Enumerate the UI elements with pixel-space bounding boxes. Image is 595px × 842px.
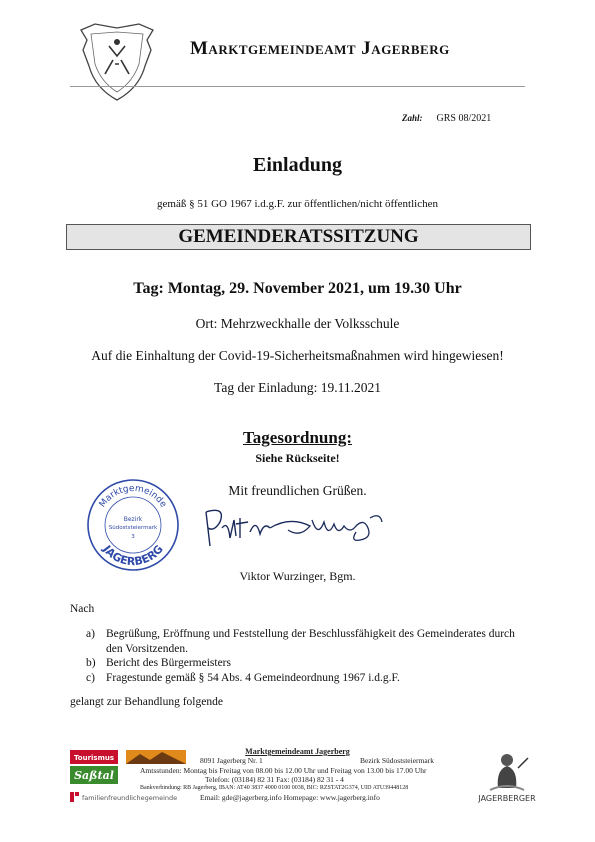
document-subtitle: gemäß § 51 GO 1967 i.d.g.F. zur öffentlichen/nicht öffentlichen (157, 198, 438, 210)
familie-logo-text: familienfreundlichegemeinde (82, 794, 178, 802)
stamp-top-text: Marktgemeinde (97, 483, 169, 510)
list-text: Fragestunde gemäß § 54 Abs. 4 Gemeindeordnung 1967 i.d.g.F. (106, 671, 400, 684)
document-title: Einladung (253, 154, 342, 176)
greeting: Mit freundlichen Grüßen. (228, 483, 367, 498)
agenda-reference: Siehe Rückseite! (255, 451, 340, 465)
meeting-type-banner: GEMEINDERATSSITZUNG (66, 224, 531, 250)
header-divider (70, 86, 525, 87)
list-item (86, 671, 516, 686)
footer-phone: Telefon: (03184) 82 31 Fax: (03184) 82 31 - 4 (205, 775, 344, 784)
official-stamp (86, 478, 180, 572)
tourismus-logo-text: Tourismus (73, 754, 115, 762)
coat-of-arms-icon (75, 20, 159, 104)
invitation-date: Tag der Einladung: 19.11.2021 (214, 380, 381, 395)
signature (200, 498, 385, 558)
list-text: Begrüßung, Eröffnung und Feststellung der Beschlussfähigkeit des Gemeinderates durch den Vorsitzenden. (106, 628, 515, 655)
jagerberger-logo (472, 748, 542, 804)
footer-name: Marktgemeindeamt Jagerberg (245, 747, 350, 756)
list-marker: b) (86, 657, 96, 669)
footer-address: 8091 Jagerberg Nr. 1 (200, 756, 263, 765)
footer-hours: Amtsstunden: Montag bis Freitag von 08.00 bis 12.00 Uhr und Freitag von 13.00 bis 17.00 Uhr (140, 766, 427, 775)
closing-line: gelangt zur Behandlung folgende (70, 696, 223, 708)
stamp-line1: Bezirk (123, 516, 143, 523)
meeting-date: Tag: Montag, 29. November 2021, um 19.30 Uhr (133, 280, 462, 297)
footer-district: Bezirk Südoststeiermark (360, 756, 434, 765)
list-marker: a) (86, 628, 95, 640)
sastal-logo-text: Saßtal (74, 769, 114, 782)
footer-bank: Bankverbindung: RB Jagerberg, IBAN: AT40 3837 4000 0100 0038, BIC: RZSTAT2G374, UID ATU39448128 (140, 785, 409, 791)
covid-notice: Auf die Einhaltung der Covid-19-Sicherheitsmaßnahmen wird hingewiesen! (91, 348, 504, 363)
stamp-bottom-text: JAGERBERG (100, 542, 166, 569)
stamp-line2: Südoststeiermark (108, 525, 158, 531)
list-item (86, 627, 516, 656)
signer-name: Viktor Wurzinger, Bgm. (239, 569, 356, 583)
list-text: Bericht des Bürgermeisters (106, 657, 231, 669)
agenda-list (86, 627, 516, 685)
meeting-place: Ort: Mehrzweckhalle der Volksschule (195, 316, 400, 331)
office-title: Marktgemeindeamt Jagerberg (190, 38, 450, 59)
agenda-heading: Tagesordnung: (243, 428, 352, 447)
footer-contact: Email: gde@jagerberg.info Homepage: www.jagerberg.info (200, 793, 380, 802)
reference-value: GRS 08/2021 (436, 113, 492, 124)
reference-number (402, 113, 491, 124)
list-marker: c) (86, 671, 95, 684)
list-item (86, 656, 516, 671)
stamp-number: 3 (131, 534, 135, 540)
reference-label: Zahl: (402, 113, 423, 123)
intro-word: Nach (70, 603, 95, 615)
jagerberger-logo-text: JAGERBERGER (478, 794, 536, 803)
